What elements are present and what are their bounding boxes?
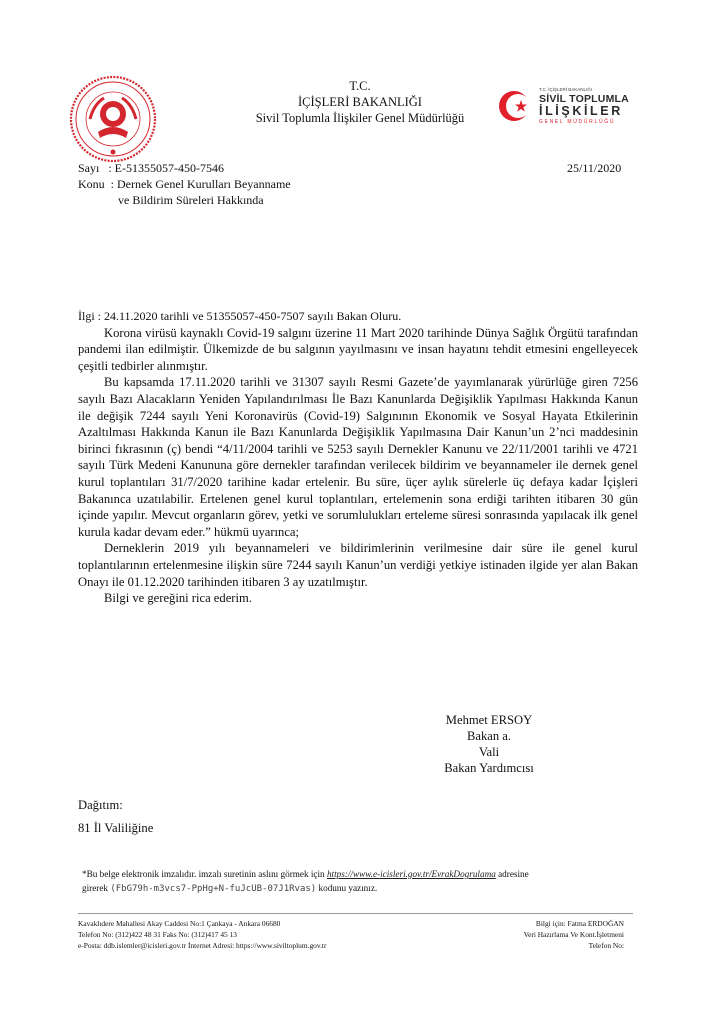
signature-block (414, 712, 564, 776)
logo-title-2: İLİŞKİLER (539, 104, 623, 118)
konu-value-1: : Dernek Genel Kurulları Beyanname (110, 177, 291, 191)
paragraph-4: Bilgi ve gereğini rica ederim. (104, 591, 252, 606)
header-tc: T.C. (349, 79, 371, 93)
footer-address-line: Kavaklıdere Mahallesi Akay Caddesi No:1 Çankaya - Ankara 06680 (78, 919, 281, 928)
footer-info-role: Veri Hazırlama Ve Kont.İşletmeni (523, 930, 624, 939)
footer-web-label: İnternet Adresi: (186, 941, 237, 950)
header-ministry: İÇİŞLERİ BAKANLIĞI (298, 95, 422, 109)
ministry-seal (68, 74, 158, 164)
note-text-3: girerek (82, 883, 111, 893)
signer-title: Bakan Yardımcısı (444, 761, 534, 775)
department-logo (497, 84, 632, 130)
ilgi-row (78, 308, 638, 325)
signer-name: Mehmet ERSOY (445, 713, 533, 727)
sayi-label: Sayı (78, 161, 100, 175)
footer-info-phone: Telefon No: (588, 941, 624, 950)
logo-title-1: SİVİL TOPLUMLA (539, 93, 629, 105)
note-text-4: kodunu yazınız. (316, 883, 378, 893)
sayi-row (78, 160, 224, 176)
footer-email-link[interactable]: ddb.islemler@icisleri.gov.tr (103, 941, 187, 950)
paragraph-1: Korona virüsü kaynaklı Covid-19 salgını üzerine 11 Mart 2020 tarihinde Dünya Sağlık Örgütü tarafından pandemi ilan edilmiştir. Ülkemizde de bu salgının yayılmasını ve insan hayatını tehdit etmesini engelleyecek çeşitli tedbirler alınmıştır. (78, 325, 638, 373)
konu-row (78, 176, 291, 192)
paragraph-2: Bu kapsamda 17.11.2020 tarihli ve 31307 sayılı Resmi Gazete’de yayımlanarak yürürlüğe giren 7256 sayılı Bazı Alacakların Yeniden Yapılandırılması İle Bazı Kanunlarda Değişiklik Yapılması Hakkında Kanun ile değişik 7244 sayılı Yeni Koronavirüs (Covid-19) Salgınının Ekonomik ve Sosyal Hayata Etkilerinin Azaltılması Hakkında Kanun ile Bazı Kanunlarda Değişiklik Yapılmasına Dair Kanun’un 2’nci maddesinin birinci fıkrasının (ç) bendi “4/11/2004 tarihli ve 5253 sayılı Dernekler Kanunu ve 22/11/2001 tarihli ve 4721 sayılı Türk Medeni Kanununa göre dernekler tarafından verilecek bildirim ve beyannameler ile dernek genel kurul toplantıları 31/7/2020 tarihine kadar ertelenir. Bu süre, üçer aylık sürelerle üç defaya kadar İçişleri Bakanınca uzatılabilir. Ertelenen genel kurul toplantıları, ertelemenin sona erdiği tarihten itibaren 30 gün içinde yapılır. Mevcut organların görev, yetki ve sorumlulukları erteleme süresi sonrasında yapılacak ilk genel kurula kadar devam eder.” hükmü uyarınca; (78, 375, 638, 539)
footer-phone-line: Telefon No: (312)422 48 31 Faks No: (312)417 45 13 (78, 930, 237, 939)
signer-line-3: Vali (478, 745, 500, 759)
footer-web-link[interactable]: https://www.siviltoplum.gov.tr (236, 941, 327, 950)
verification-code: (FbG79h-m3vcs7-PpHg+N-fuJcUB-07J1Rvas) (110, 884, 317, 894)
footer-address (78, 918, 408, 951)
distribution-value: 81 İl Valiliğine (78, 821, 154, 835)
letterhead (210, 78, 510, 126)
distribution-label: Dağıtım: (78, 798, 123, 812)
footer-info-contact: Bilgi için: Fatma ERDOĞAN (535, 919, 624, 928)
footer-divider (78, 913, 633, 914)
note-text-1: *Bu belge elektronik imzalıdır. imzalı suretinin aslını görmek için (82, 869, 327, 879)
header-department: Sivil Toplumla İlişkiler Genel Müdürlüğü (255, 111, 465, 125)
logo-small-top: T.C. İÇİŞLERİ BAKANLIĞI (539, 87, 593, 92)
crescent-star-icon (497, 88, 533, 124)
konu-value-2: ve Bildirim Süreleri Hakkında (118, 193, 264, 207)
footer-info (470, 918, 624, 951)
note-text-2: adresine (495, 869, 529, 879)
logo-subtitle: GENEL MÜDÜRLÜĞÜ (539, 119, 616, 125)
verification-link[interactable]: https://www.e-icisleri.gov.tr/EvrakDogrulama (326, 869, 496, 879)
letter-body (78, 308, 638, 607)
ilgi-value: : 24.11.2020 tarihli ve 51355057-450-7507 sayılı Bakan Oluru. (97, 309, 402, 323)
footer-contact-line (78, 940, 408, 951)
konu-label: Konu (78, 177, 105, 191)
sayi-value: : E-51355057-450-7546 (108, 161, 224, 175)
document-date: 25/11/2020 (567, 161, 622, 175)
e-signature-note (82, 867, 642, 896)
signer-line-2: Bakan a. (466, 729, 512, 743)
ilgi-label: İlgi (78, 309, 95, 323)
footer-email-label: e-Posta: (78, 941, 104, 950)
paragraph-3: Derneklerin 2019 yılı beyannameleri ve bildirimlerinin verilmesine dair süre ile genel kurul toplantılarının ertelenmesine ilişkin süre 7244 sayılı Kanun’un verdiği yetkiye istinaden ilgide yer alan Bakan Onayı ile 01.12.2020 tarihinden itibaren 3 ay uzatılmıştır. (78, 541, 638, 589)
